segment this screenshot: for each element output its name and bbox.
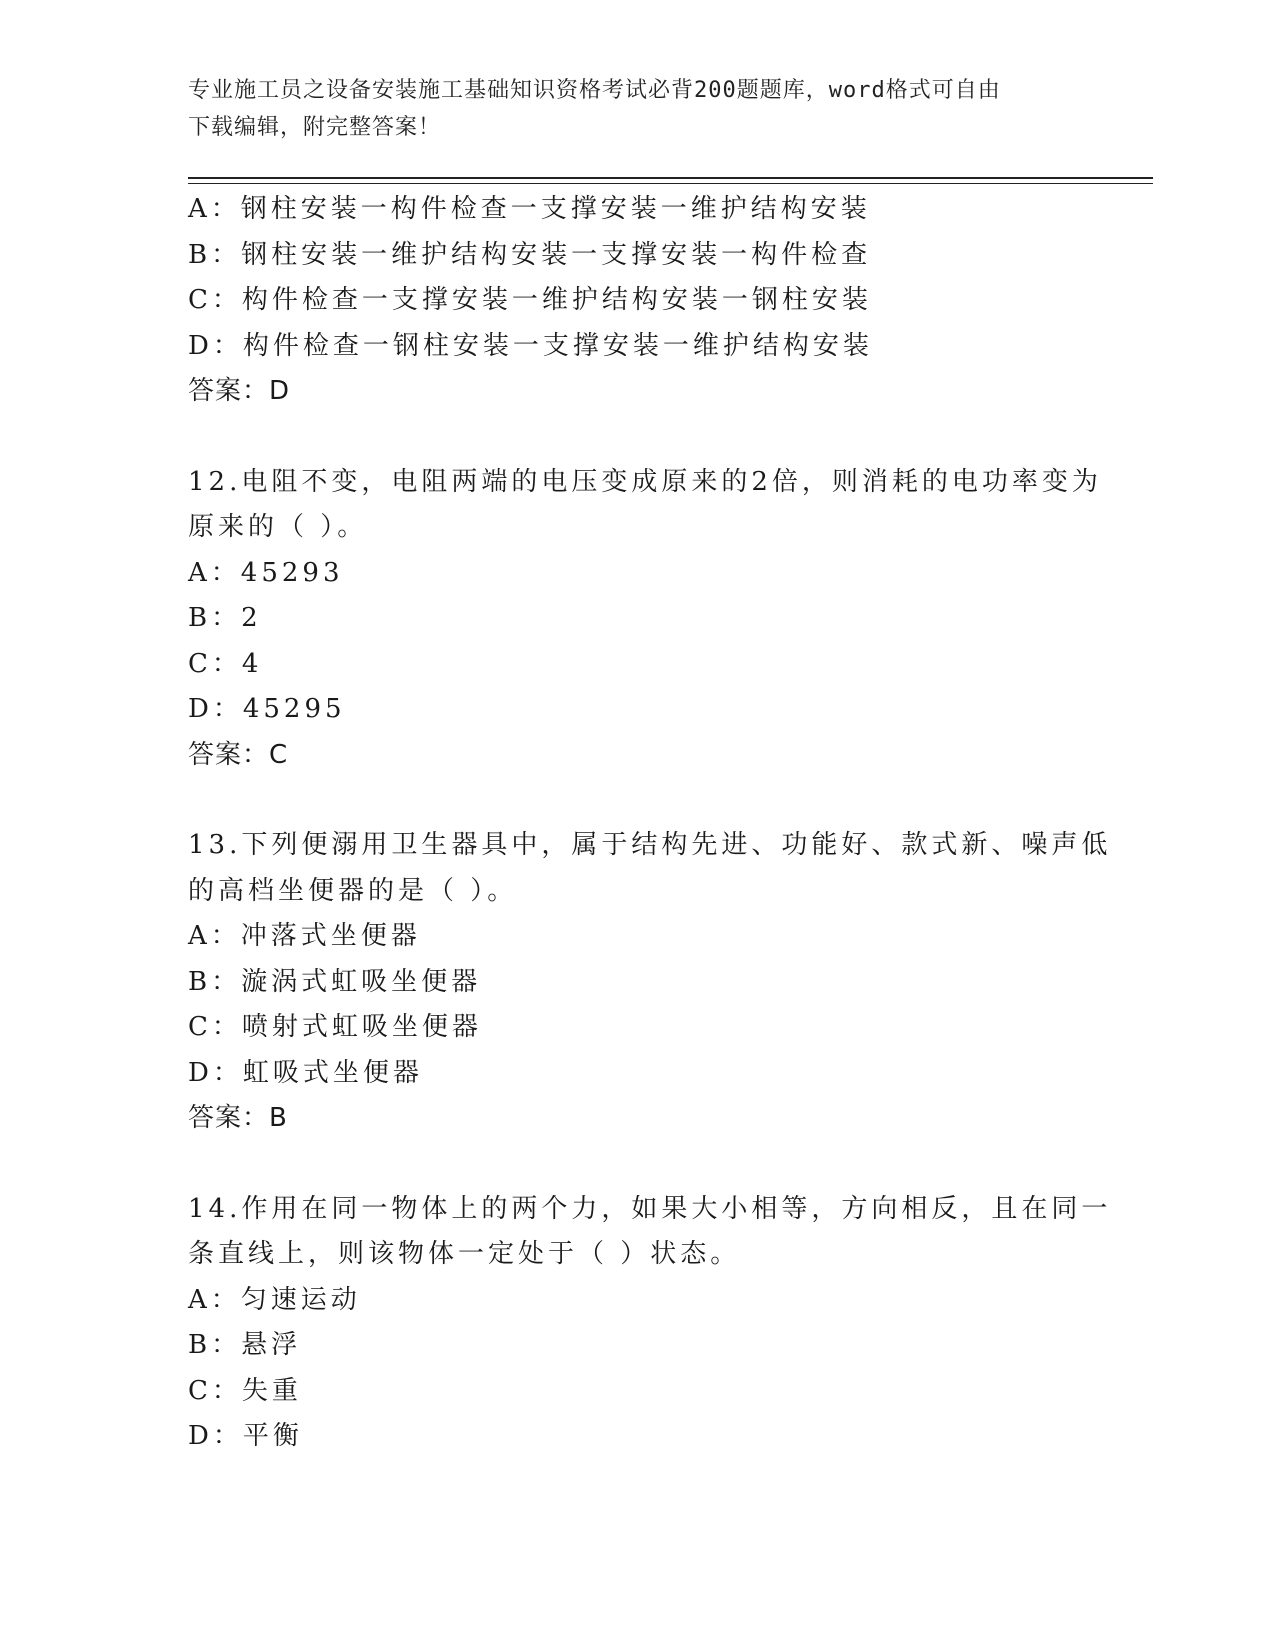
spacer: [188, 415, 1088, 460]
option-d: D：平衡: [188, 1421, 303, 1451]
question-13: [188, 823, 1112, 1142]
option-b: B：悬浮: [188, 1330, 302, 1360]
question-14: [188, 1187, 1112, 1460]
option-a: A：钢柱安装一构件检查一支撑安装一维护结构安装: [188, 194, 871, 224]
answer: 答案：D: [188, 376, 291, 406]
question-stem-line-2: 的高档坐便器的是（ ）。: [188, 875, 518, 906]
header-divider-thin: [188, 183, 1153, 184]
document-header: [188, 72, 1088, 146]
question-stem-line-1: 12.电阻不变，电阻两端的电压变成原来的2倍，则消耗的电功率变为: [188, 466, 1102, 497]
option-d: D：构件检查一钢柱安装一支撑安装一维护结构安装: [188, 330, 873, 361]
option-c: C：4: [188, 648, 263, 679]
option-a: A：45293: [188, 557, 344, 588]
question-list: [188, 187, 1112, 1460]
option-c: C：构件检查一支撑安装一维护结构安装一钢柱安装: [188, 285, 872, 315]
header-line-1: 专业施工员之设备安装施工基础知识资格考试必背200题题库，word格式可自由: [188, 78, 1001, 103]
option-c: C：失重: [188, 1375, 302, 1406]
option-d: D：虹吸式坐便器: [188, 1057, 423, 1088]
question-12: [188, 460, 1102, 779]
option-a: A：冲落式坐便器: [188, 921, 421, 951]
header-divider-thick: [188, 177, 1153, 179]
answer: 答案：C: [188, 739, 289, 770]
option-b: B：2: [188, 603, 262, 633]
question-11: [188, 187, 1088, 415]
option-b: B：漩涡式虹吸坐便器: [188, 966, 482, 997]
question-stem-line-2: 条直线上，则该物体一定处于（ ）状态。: [188, 1239, 741, 1269]
option-d: D：45295: [188, 694, 346, 724]
header-line-2: 下载编辑，附完整答案！: [188, 115, 442, 140]
option-a: A：匀速运动: [188, 1284, 361, 1315]
option-b: B：钢柱安装一维护结构安装一支撑安装一构件检查: [188, 239, 872, 270]
answer: 答案：B: [188, 1103, 288, 1133]
question-stem-line-2: 原来的（ ）。: [188, 512, 368, 542]
question-stem-line-1: 14.作用在同一物体上的两个力，如果大小相等，方向相反，且在同一: [188, 1193, 1112, 1224]
spacer: [188, 778, 1088, 823]
question-stem-line-1: 13.下列便溺用卫生器具中，属于结构先进、功能好、款式新、噪声低: [188, 830, 1112, 860]
spacer: [188, 1142, 1088, 1187]
option-c: C：喷射式虹吸坐便器: [188, 1012, 482, 1042]
